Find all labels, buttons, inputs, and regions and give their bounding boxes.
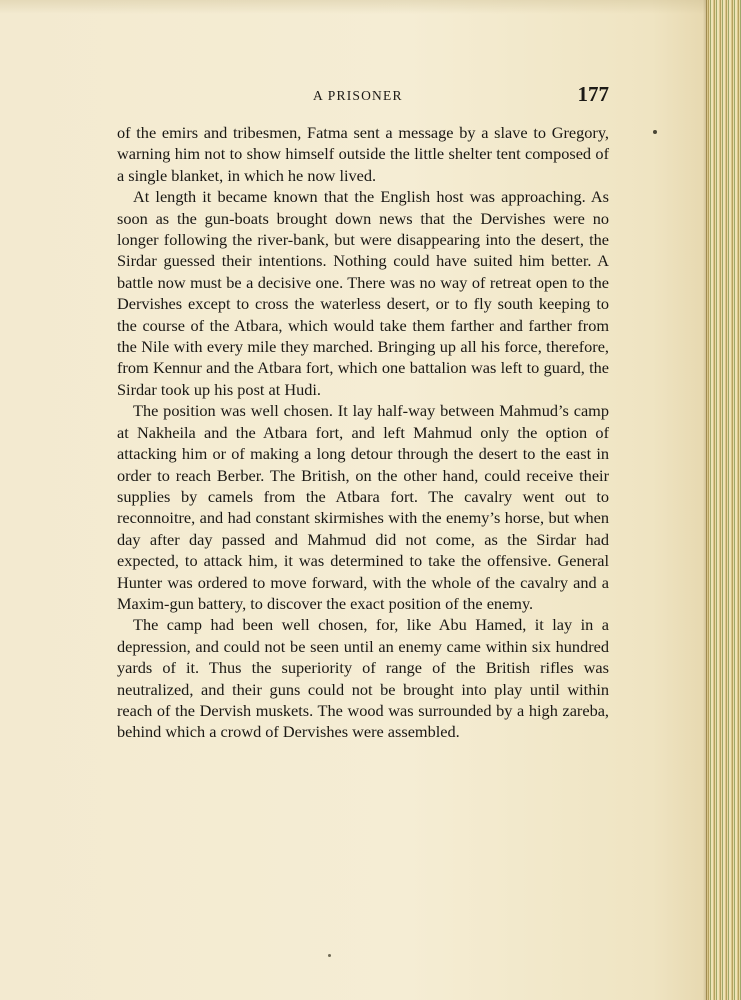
running-title: A PRISONER [313,88,403,103]
page-number: 177 [577,82,609,106]
paragraph-2: At length it became known that the English host was approaching. As soon as the gun-boats brought down news that the Dervishes were no longer following the river-bank, but were disappearing into the desert, the Sirdar guessed their intentions. Nothing could have suited him better. A battle now must be a decisive one. There was no way of retreat open to the Dervishes except to cross the waterless desert, or to fly south keeping to the course of the Atbara, which would take them farther and farther from the Nile with every mile they marched. Bringing up all his force, therefore, from Kennur and the Atbara fort, which one battalion was left to guard, the Sirdar took up his post at Hudi. [117,187,609,399]
paragraph-1: of the emirs and tribesmen, Fatma sent a message by a slave to Gregory, warning him not to show himself outside the little shelter tent composed of a single blanket, in which he now lived. [117,123,609,185]
running-head [117,82,609,110]
book-page-edges [706,0,741,1000]
page-speck [328,954,331,957]
paragraph-3: The position was well chosen. It lay half-way between Mahmud’s camp at Nakheila and the Atbara fort, and left Mahmud only the option of attacking him or of making a long detour through the desert to the east in order to reach Berber. The British, on the other hand, could receive their supplies by camels from the Atbara fort. The cavalry went out to reconnoitre, and had constant skirmishes with the enemy’s horse, but when day after day passed and Mahmud did not come, as the Sirdar had expected, to attack him, it was determined to take the offensive. General Hunter was ordered to move forward, with the whole of the cavalry and a Maxim-gun battery, to discover the exact position of the enemy. [117,401,609,613]
body-text [117,122,609,743]
paragraph-4: The camp had been well chosen, for, like Abu Hamed, it lay in a depression, and could not be seen until an enemy came within six hundred yards of it. Thus the superiority of range of the British rifles was neutralized, and their guns could not be brought into play until within reach of the Dervish muskets. The wood was surrounded by a high zareba, behind which a crowd of Dervishes were assembled. [117,615,609,742]
page-top-shadow [0,0,741,14]
margin-mark [653,130,657,134]
